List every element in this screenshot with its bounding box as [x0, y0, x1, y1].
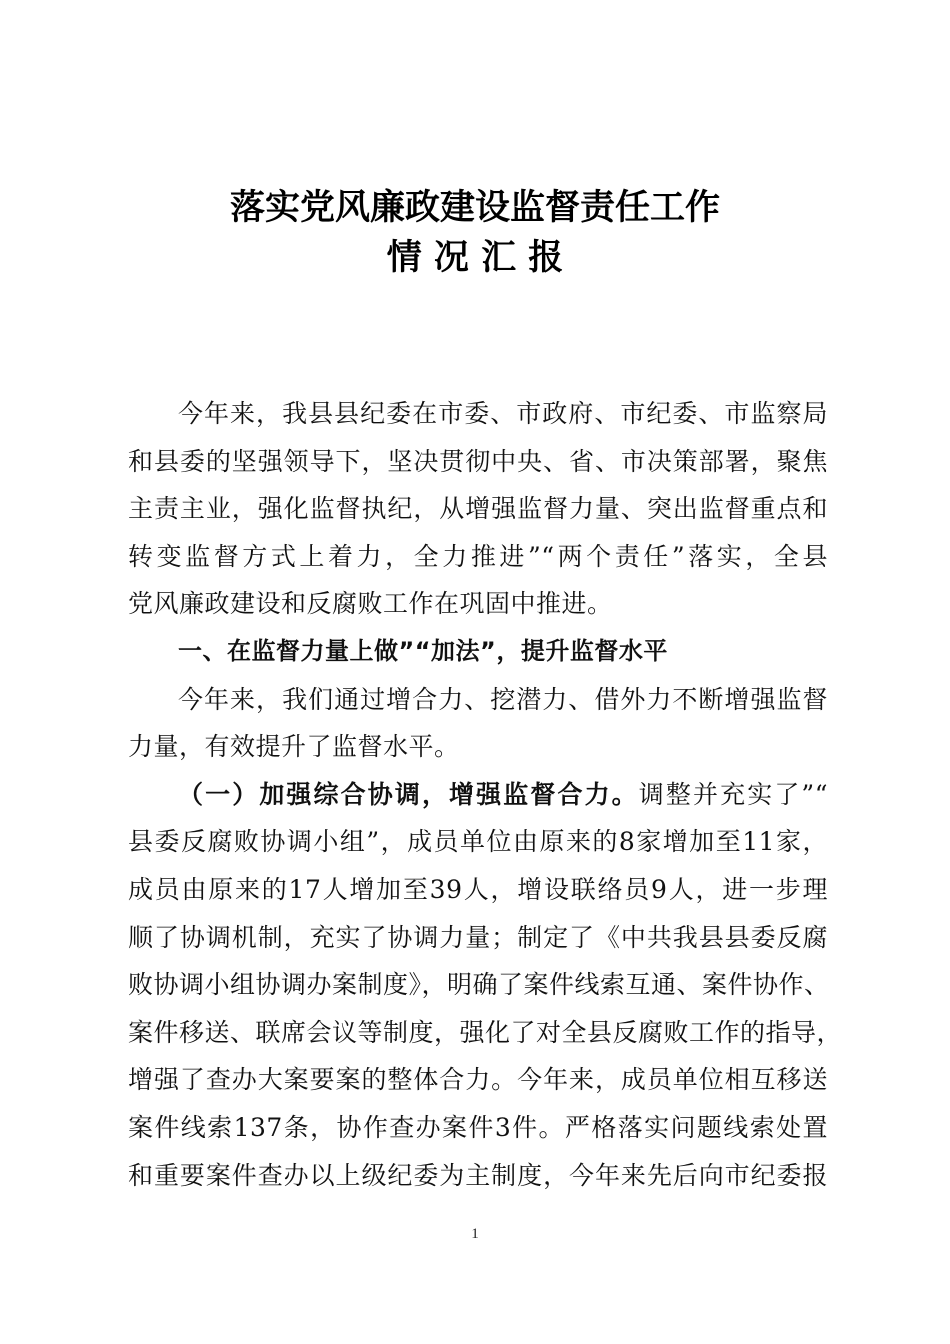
body-text: 调整并充实了”“: [638, 779, 828, 809]
document-body: [128, 390, 843, 1199]
body-line: 力量，有效提升了监督水平。: [128, 732, 460, 762]
body-line: 和重要案件查办以上级纪委为主制度，今年来先后向市纪委报: [128, 1160, 828, 1190]
page-number: 1: [471, 1226, 479, 1242]
subsection-heading: （一）加强综合协调，增强监督合力。: [178, 779, 639, 809]
body-line: 党风廉政建设和反腐败工作在巩固中推进。: [128, 589, 613, 619]
body-line: 顺了协调机制，充实了协调力量；制定了《中共我县县委反腐: [128, 922, 828, 952]
body-line: 增强了查办大案要案的整体合力。今年来，成员单位相互移送: [128, 1065, 828, 1095]
body-line: 案件移送、联席会议等制度，强化了对全县反腐败工作的指导，: [128, 1017, 843, 1047]
body-line: 主责主业，强化监督执纪，从增强监督力量、突出监督重点和: [128, 494, 828, 524]
body-line: 和县委的坚强领导下，坚决贯彻中央、省、市决策部署，聚焦: [128, 446, 828, 476]
body-line: [128, 771, 828, 819]
body-line: 案件线索137条，协作查办案件3件。严格落实问题线索处置: [128, 1112, 828, 1142]
body-line: 成员由原来的17人增加至39人，增设联络员9人，进一步理: [128, 874, 828, 904]
body-line: 今年来，我县县纪委在市委、市政府、市纪委、市监察局: [178, 399, 828, 428]
section-heading: 一、在监督力量上做”“加法”，提升监督水平: [178, 636, 668, 665]
body-line: 转变监督方式上着力，全力推进”“两个责任”落实，全县: [128, 541, 828, 571]
body-line: 败协调小组协调办案制度》，明确了案件线索互通、案件协作、: [128, 970, 830, 1000]
body-line: 今年来，我们通过增合力、挖潜力、借外力不断增强监督: [178, 684, 828, 714]
document-subtitle: 情 况 汇 报: [386, 237, 564, 278]
body-line: 县委反腐败协调小组”，成员单位由原来的8家增加至11家，: [128, 827, 828, 857]
document-title: 落实党风廉政建设监督责任工作: [229, 187, 720, 228]
